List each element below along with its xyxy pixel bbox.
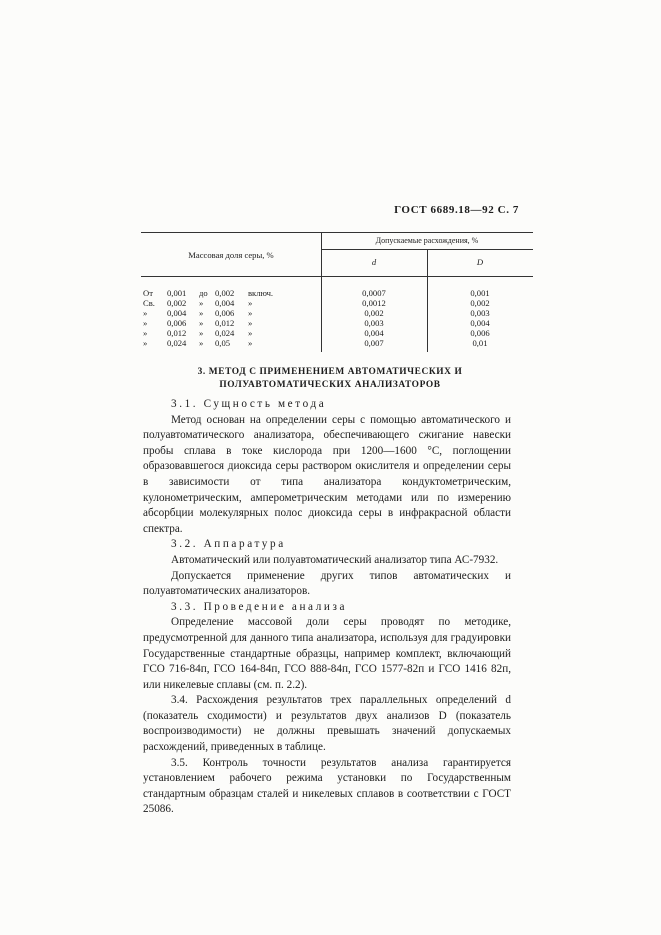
cell-to: 0,006 [215, 308, 235, 319]
cell-to-word: » [199, 298, 204, 309]
cell-inclusive: » [248, 338, 253, 349]
column-header-D: D [476, 257, 484, 267]
cell-inclusive: » [248, 318, 253, 329]
cell-D: 0,002 [470, 298, 490, 309]
cell-from: 0,002 [167, 298, 187, 309]
page-header: ГОСТ 6689.18—92 С. 7 [394, 204, 519, 216]
paragraph-3-3: Определение массовой доли серы проводят по методике, предусмотренной для данного типа анализатора, используя для градуировки Государственные стандартные образцы, например комплект, включающий ГСО 716-84п, ГСО 164-84п, ГСО 888-84п, ГСО 1577-82п и ГСО 1416 82п, или никелевые сплавы (см. п. 2.2). [143, 616, 511, 691]
paragraph-3-2-b: Допускается применение других типов автоматических и полуавтоматических анализаторов. [143, 569, 511, 598]
column-header-d: d [371, 257, 377, 267]
cell-inclusive: » [248, 328, 253, 339]
subsection-title-3-2: 3.2. Аппаратура [171, 538, 286, 551]
column-header-tolerances: Допускаемые расхождения, % [375, 236, 479, 245]
cell-prefix: » [143, 328, 148, 339]
cell-from: 0,001 [167, 288, 187, 298]
subsection-title-3-3: 3.3. Проведение анализа [171, 600, 348, 613]
table-row [141, 308, 533, 318]
section-title [160, 366, 500, 392]
table-row [141, 318, 533, 328]
section-title-line-1: 3. МЕТОД С ПРИМЕНЕНИЕМ АВТОМАТИЧЕСКИХ И [197, 367, 463, 377]
cell-d: 0,004 [364, 328, 384, 339]
table-row [141, 288, 533, 298]
cell-from: 0,004 [167, 308, 187, 319]
cell-prefix: » [143, 318, 148, 329]
section-title-line-2: ПОЛУАВТОМАТИЧЕСКИХ АНАЛИЗАТОРОВ [219, 380, 441, 390]
table-rule [141, 232, 533, 233]
table-row [141, 298, 533, 308]
cell-d: 0,003 [364, 318, 384, 329]
table-body [141, 288, 533, 349]
table-rule [141, 276, 533, 277]
cell-to-word: » [199, 328, 204, 339]
cell-to: 0,004 [215, 298, 235, 309]
cell-from: 0,012 [167, 328, 187, 339]
cell-to-word: » [199, 338, 204, 349]
cell-to-word: » [199, 318, 204, 329]
cell-D: 0,004 [470, 318, 490, 329]
cell-to: 0,05 [215, 338, 231, 349]
cell-from: 0,024 [167, 338, 187, 349]
cell-prefix: Св. [143, 298, 155, 309]
cell-D: 0,001 [470, 288, 490, 298]
cell-inclusive: » [248, 308, 253, 319]
cell-from: 0,006 [167, 318, 187, 329]
body-text [143, 397, 511, 818]
table-row [141, 328, 533, 338]
cell-prefix: » [143, 308, 148, 319]
cell-inclusive: » [248, 298, 253, 309]
cell-d: 0,002 [364, 308, 384, 319]
paragraph-3-2-a: Автоматический или полуавтоматический анализатор типа АС-7932. [171, 553, 499, 566]
paragraph-3-1: Метод основан на определении серы с помощью автоматического и полуавтоматического анализатора, обеспечивающего сжигание навески пробы сплава в токе кислорода при 1200—1600 °С, поглощении образовавшегося диоксида серы раствором окислителя и определении серы в зависимости от типа анализатора кондуктометрическим, кулонометрическим, амперометрическим методами или по измерению абсорбции молекулярных полос диоксида серы в инфракрасной области спектра. [143, 413, 511, 535]
cell-d: 0,007 [364, 338, 384, 349]
cell-prefix: От [143, 288, 153, 298]
column-header-mass-fraction: Массовая доля серы, % [188, 250, 274, 260]
cell-to: 0,012 [215, 318, 235, 329]
cell-to-word: » [199, 308, 204, 319]
cell-d: 0,0012 [362, 298, 386, 309]
cell-D: 0,003 [470, 308, 490, 319]
subsection-title-3-1: 3.1. Сущность метода [171, 398, 327, 410]
tolerance-table [141, 232, 533, 352]
paragraph-3-5: 3.5. Контроль точности результатов анализа гарантируется установлением рабочего режима установки по Государственным стандартным образцам сталей и никелевых сплавов в соответствии с ГОСТ 25086. [143, 756, 511, 816]
cell-D: 0,006 [470, 328, 490, 339]
cell-prefix: » [143, 338, 148, 349]
cell-inclusive: включ. [248, 288, 274, 298]
cell-to: 0,002 [215, 288, 235, 298]
paragraph-3-4: 3.4. Расхождения результатов трех параллельных определений d (показатель сходимости) и результатов двух анализов D (показатель воспроизводимости) не должны превышать значений допускаемых расхождений, приведенных в таблице. [143, 694, 511, 754]
cell-D: 0,01 [472, 338, 488, 349]
cell-to: 0,024 [215, 328, 235, 339]
table-row [141, 338, 533, 348]
cell-to-word: до [199, 288, 208, 298]
cell-d: 0,0007 [362, 288, 386, 298]
